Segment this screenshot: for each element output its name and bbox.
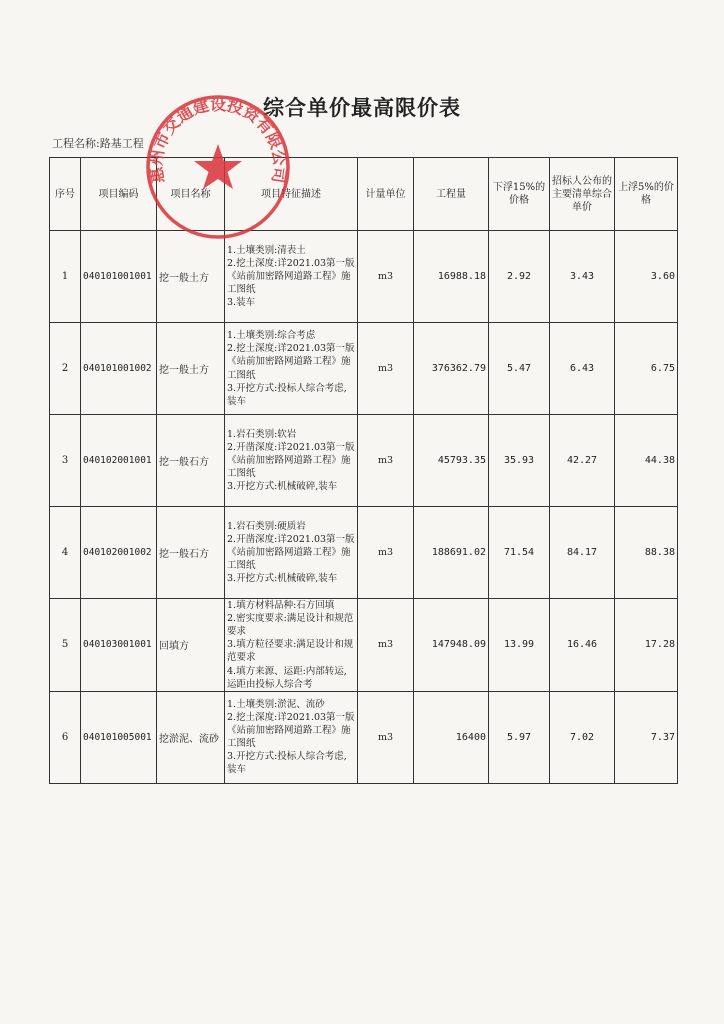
- cell-index: 5: [50, 599, 81, 692]
- table-header-row: [50, 158, 678, 231]
- cell-up5: 7.37: [615, 691, 678, 783]
- cell-description: [225, 507, 358, 599]
- desc-line: 1.岩石类别:硬质岩: [227, 520, 306, 532]
- cell-quantity: 188691.02: [414, 507, 489, 599]
- cell-name: 回填方: [157, 599, 225, 692]
- col-header-quantity: 工程量: [414, 158, 489, 231]
- desc-line: 3.装车: [227, 297, 256, 309]
- cell-quantity: 147948.09: [414, 599, 489, 692]
- table-row: [50, 231, 678, 323]
- cell-name: 挖淤泥、流砂: [157, 691, 225, 783]
- cell-base-price: 16.46: [550, 599, 615, 692]
- col-header-base-price: 招标人公布的主要清单综合单价: [550, 158, 615, 231]
- cell-index: 4: [50, 507, 81, 599]
- desc-line: 2.开凿深度:详2021.03第一版《站前加密路网道路工程》施工图纸: [227, 533, 355, 572]
- cell-code: 040101005001: [81, 691, 157, 783]
- cell-name: 挖一般土方: [157, 231, 225, 323]
- price-table: [49, 157, 678, 784]
- cell-base-price: 84.17: [550, 507, 615, 599]
- cell-code: 040103001001: [81, 599, 157, 692]
- cell-description: [225, 691, 358, 783]
- project-name-label: 工程名称:: [52, 137, 100, 150]
- cell-name: 挖一般土方: [157, 323, 225, 415]
- cell-unit: m3: [358, 231, 414, 323]
- desc-line: 1.土壤类别:综合考虑: [227, 330, 316, 342]
- desc-line: 3.开挖方式:投标人综合考虑,装车: [227, 751, 347, 776]
- col-header-down15: 下浮15%的价格: [489, 158, 550, 231]
- desc-line: 1.岩石类别:软岩: [227, 428, 297, 440]
- cell-quantity: 45793.35: [414, 415, 489, 507]
- cell-down15: 71.54: [489, 507, 550, 599]
- desc-line: 1.填方材料品种:石方回填: [227, 600, 335, 611]
- seal-text: 惠州市交通建设投资有限公司: [146, 94, 290, 185]
- cell-up5: 44.38: [615, 415, 678, 507]
- cell-description: [225, 599, 358, 692]
- cell-base-price: 3.43: [550, 231, 615, 323]
- col-header-unit: 计量单位: [358, 158, 414, 231]
- cell-description: [225, 231, 358, 323]
- cell-base-price: 7.02: [550, 691, 615, 783]
- cell-down15: 35.93: [489, 415, 550, 507]
- cell-index: 6: [50, 691, 81, 783]
- cell-description: [225, 323, 358, 415]
- cell-up5: 88.38: [615, 507, 678, 599]
- desc-line: 3.开挖方式:投标人综合考虑,装车: [227, 382, 347, 407]
- cell-base-price: 6.43: [550, 323, 615, 415]
- page-title: 综合单价最高限价表: [263, 95, 461, 120]
- desc-line: 3.开挖方式:机械破碎,装车: [227, 573, 338, 585]
- desc-line: 3.开挖方式:机械破碎,装车: [227, 481, 338, 493]
- cell-down15: 13.99: [489, 599, 550, 692]
- cell-down15: 2.92: [489, 231, 550, 323]
- cell-code: 040101001002: [81, 323, 157, 415]
- cell-unit: m3: [358, 599, 414, 692]
- desc-line: 2.挖土深度:详2021.03第一版《站前加密路网道路工程》施工图纸: [227, 712, 355, 750]
- table-row: [50, 599, 678, 692]
- cell-unit: m3: [358, 507, 414, 599]
- cell-code: 040101001001: [81, 231, 157, 323]
- col-header-code: 项目编码: [81, 158, 157, 231]
- desc-line: 3.填方粒径要求:满足设计和规范要求: [227, 639, 354, 664]
- desc-line: 1.土壤类别:淤泥、流砂: [227, 698, 325, 710]
- cell-name: 挖一般石方: [157, 415, 225, 507]
- cell-unit: m3: [358, 691, 414, 783]
- cell-down15: 5.97: [489, 691, 550, 783]
- cell-index: 2: [50, 323, 81, 415]
- desc-line: 4.填方来源、运距:内部转运,运距由投标人综合考: [227, 665, 347, 690]
- desc-line: 2.挖土深度:详2021.03第一版《站前加密路网道路工程》施工图纸: [227, 343, 355, 381]
- cell-quantity: 376362.79: [414, 323, 489, 415]
- cell-description: [225, 415, 358, 507]
- cell-code: 040102001002: [81, 507, 157, 599]
- cell-name: 挖一般石方: [157, 507, 225, 599]
- table-row: [50, 507, 678, 599]
- cell-quantity: 16988.18: [414, 231, 489, 323]
- desc-line: 2.挖土深度:详2021.03第一版《站前加密路网道路工程》施工图纸: [227, 257, 355, 296]
- cell-base-price: 42.27: [550, 415, 615, 507]
- cell-up5: 17.28: [615, 599, 678, 692]
- desc-line: 2.开凿深度:详2021.03第一版《站前加密路网道路工程》施工图纸: [227, 441, 355, 480]
- desc-line: 1.土壤类别:清表土: [227, 244, 306, 256]
- cell-index: 1: [50, 231, 81, 323]
- table-row: [50, 415, 678, 507]
- cell-unit: m3: [358, 323, 414, 415]
- cell-quantity: 16400: [414, 691, 489, 783]
- project-name-line: [52, 135, 144, 151]
- table-row: [50, 691, 678, 783]
- cell-up5: 3.60: [615, 231, 678, 323]
- cell-unit: m3: [358, 415, 414, 507]
- col-header-name: 项目名称: [157, 158, 225, 231]
- cell-up5: 6.75: [615, 323, 678, 415]
- cell-index: 3: [50, 415, 81, 507]
- project-name-value: 路基工程: [99, 137, 144, 150]
- desc-line: 2.密实度要求:满足设计和规范要求: [227, 613, 354, 638]
- col-header-up5: 上浮5%的价格: [615, 158, 678, 231]
- cell-down15: 5.47: [489, 323, 550, 415]
- col-header-description: 项目特征描述: [225, 158, 358, 231]
- cell-code: 040102001001: [81, 415, 157, 507]
- table-row: [50, 323, 678, 415]
- col-header-index: 序号: [50, 158, 81, 231]
